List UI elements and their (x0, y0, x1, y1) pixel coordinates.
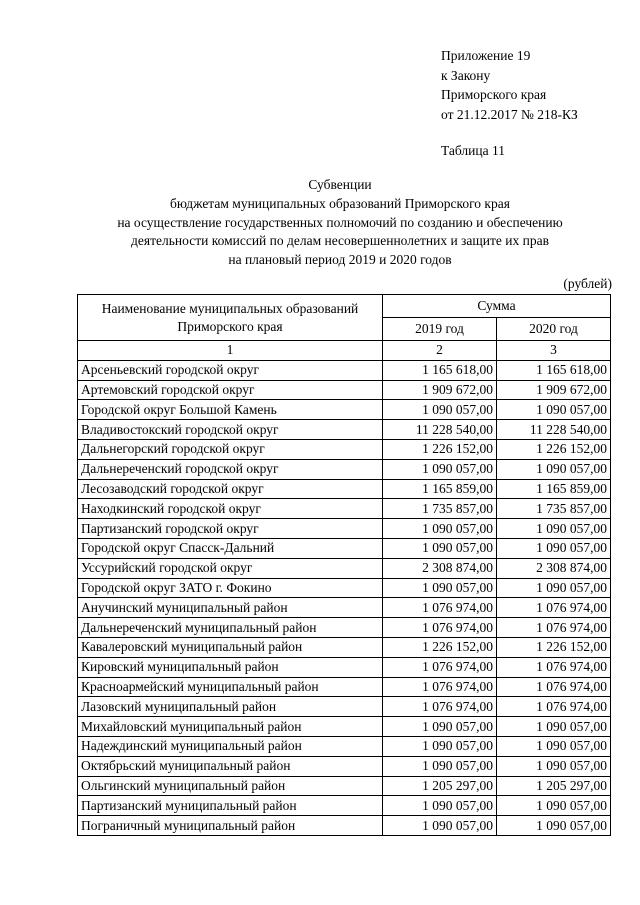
table-row (78, 558, 611, 578)
municipality-name-cell: Анучинский муниципальный район (78, 598, 383, 618)
amount-2019-cell: 1 090 057,00 (383, 538, 497, 558)
table-row (78, 736, 611, 756)
municipality-name-cell: Дальнереченский городской округ (78, 459, 383, 479)
municipality-name-cell: Партизанский городской округ (78, 519, 383, 539)
appendix-line: от 21.12.2017 № 218-КЗ (441, 106, 578, 122)
table-row (78, 598, 611, 618)
amount-2020-cell: 1 165 618,00 (497, 360, 611, 380)
title-line: деятельности комиссий по делам несовершеннолетних и защите их прав (131, 233, 549, 249)
table-row (78, 439, 611, 459)
amount-2019-cell: 1 205 297,00 (383, 776, 497, 796)
header-sum: Сумма (383, 295, 611, 318)
table-number: Таблица 11 (441, 143, 505, 158)
amount-2020-cell: 1 226 152,00 (497, 637, 611, 657)
amount-2019-cell: 1 076 974,00 (383, 618, 497, 638)
amount-2019-cell: 1 090 057,00 (383, 717, 497, 737)
amount-2020-cell: 1 090 057,00 (497, 400, 611, 420)
amount-2020-cell: 1 090 057,00 (497, 578, 611, 598)
amount-2020-cell: 2 308 874,00 (497, 558, 611, 578)
header-year-2019: 2019 год (383, 318, 497, 341)
municipality-name-cell: Дальнегорский городской округ (78, 439, 383, 459)
amount-2019-cell: 1 090 057,00 (383, 519, 497, 539)
table-row (78, 459, 611, 479)
amount-2020-cell: 1 076 974,00 (497, 598, 611, 618)
table-row (78, 717, 611, 737)
amount-2019-cell: 11 228 540,00 (383, 420, 497, 440)
amount-2020-cell: 1 735 857,00 (497, 499, 611, 519)
amount-2020-cell: 1 090 057,00 (497, 538, 611, 558)
table-row (78, 479, 611, 499)
amount-2020-cell: 1 076 974,00 (497, 657, 611, 677)
table-row (78, 756, 611, 776)
amount-2020-cell: 1 090 057,00 (497, 816, 611, 836)
column-number: 1 (78, 341, 383, 361)
municipality-name-cell: Городской округ Спасск-Дальний (78, 538, 383, 558)
municipality-name-cell: Городской округ ЗАТО г. Фокино (78, 578, 383, 598)
table-row (78, 657, 611, 677)
header-year-2020: 2020 год (497, 318, 611, 341)
appendix-line: Приложение 19 (441, 48, 531, 63)
municipality-name-cell: Михайловский муниципальный район (78, 717, 383, 737)
amount-2020-cell: 1 909 672,00 (497, 380, 611, 400)
appendix-line: Приморского края (441, 87, 547, 102)
municipality-name-cell: Городской округ Большой Камень (78, 400, 383, 420)
table-row (78, 697, 611, 717)
header-row (78, 295, 611, 318)
table-row (78, 499, 611, 519)
amount-2020-cell: 1 090 057,00 (497, 717, 611, 737)
amount-2019-cell: 1 090 057,00 (383, 459, 497, 479)
amount-2020-cell: 1 226 152,00 (497, 439, 611, 459)
table-row (78, 677, 611, 697)
amount-2020-cell: 1 090 057,00 (497, 756, 611, 776)
municipality-name-cell: Октябрьский муниципальный район (78, 756, 383, 776)
amount-2019-cell: 1 090 057,00 (383, 736, 497, 756)
municipality-name-cell: Владивостокский городской округ (78, 420, 383, 440)
amount-2020-cell: 11 228 540,00 (497, 420, 611, 440)
municipality-name-cell: Партизанский муниципальный район (78, 796, 383, 816)
municipality-name-cell: Арсеньевский городской округ (78, 360, 383, 380)
amount-2019-cell: 1 165 618,00 (383, 360, 497, 380)
table-row (78, 360, 611, 380)
header-municipality-name: Наименование муниципальных образований Приморского края (78, 295, 383, 341)
column-number-row (78, 341, 611, 361)
amount-2020-cell: 1 205 297,00 (497, 776, 611, 796)
appendix-reference (441, 46, 578, 124)
amount-2020-cell: 1 076 974,00 (497, 697, 611, 717)
municipality-name-cell: Уссурийский городской округ (78, 558, 383, 578)
table-row (78, 538, 611, 558)
amount-2019-cell: 1 165 859,00 (383, 479, 497, 499)
amount-2020-cell: 1 090 057,00 (497, 796, 611, 816)
amount-2020-cell: 1 090 057,00 (497, 519, 611, 539)
table-row (78, 578, 611, 598)
table-row (78, 637, 611, 657)
amount-2019-cell: 1 735 857,00 (383, 499, 497, 519)
amount-2019-cell: 1 090 057,00 (383, 756, 497, 776)
municipality-name-cell: Кировский муниципальный район (78, 657, 383, 677)
subventions-table (77, 294, 611, 836)
amount-2020-cell: 1 090 057,00 (497, 736, 611, 756)
amount-2020-cell: 1 076 974,00 (497, 677, 611, 697)
title-line: на осуществление государственных полномочий по созданию и обеспечению (117, 214, 563, 230)
table-row (78, 519, 611, 539)
municipality-name-cell: Красноармейский муниципальный район (78, 677, 383, 697)
currency-unit: (рублей) (563, 276, 612, 291)
table-row (78, 420, 611, 440)
amount-2019-cell: 1 076 974,00 (383, 598, 497, 618)
municipality-name-cell: Пограничный муниципальный район (78, 816, 383, 836)
column-number: 3 (497, 341, 611, 361)
title-line: на плановый период 2019 и 2020 годов (228, 252, 452, 268)
municipality-name-cell: Ольгинский муниципальный район (78, 776, 383, 796)
amount-2019-cell: 1 076 974,00 (383, 697, 497, 717)
amount-2019-cell: 1 090 057,00 (383, 400, 497, 420)
amount-2019-cell: 1 226 152,00 (383, 637, 497, 657)
table-row (78, 400, 611, 420)
municipality-name-cell: Лазовский муниципальный район (78, 697, 383, 717)
municipality-name-cell: Надеждинский муниципальный район (78, 736, 383, 756)
appendix-line: к Закону (441, 67, 491, 83)
table-row (78, 618, 611, 638)
column-number: 2 (383, 341, 497, 361)
document-title (60, 176, 620, 270)
table-row (78, 380, 611, 400)
municipality-name-cell: Находкинский городской округ (78, 499, 383, 519)
amount-2019-cell: 1 909 672,00 (383, 380, 497, 400)
municipality-name-cell: Дальнереченский муниципальный район (78, 618, 383, 638)
amount-2020-cell: 1 090 057,00 (497, 459, 611, 479)
amount-2019-cell: 1 076 974,00 (383, 677, 497, 697)
amount-2019-cell: 1 076 974,00 (383, 657, 497, 677)
amount-2020-cell: 1 076 974,00 (497, 618, 611, 638)
amount-2019-cell: 1 090 057,00 (383, 816, 497, 836)
table-row (78, 776, 611, 796)
amount-2019-cell: 1 226 152,00 (383, 439, 497, 459)
table-row (78, 816, 611, 836)
municipality-name-cell: Артемовский городской округ (78, 380, 383, 400)
municipality-name-cell: Лесозаводский городской округ (78, 479, 383, 499)
amount-2019-cell: 2 308 874,00 (383, 558, 497, 578)
amount-2019-cell: 1 090 057,00 (383, 578, 497, 598)
table-row (78, 796, 611, 816)
municipality-name-cell: Кавалеровский муниципальный район (78, 637, 383, 657)
title-line: Субвенции (308, 177, 372, 192)
amount-2020-cell: 1 165 859,00 (497, 479, 611, 499)
amount-2019-cell: 1 090 057,00 (383, 796, 497, 816)
title-line: бюджетам муниципальных образований Приморского края (170, 195, 510, 211)
